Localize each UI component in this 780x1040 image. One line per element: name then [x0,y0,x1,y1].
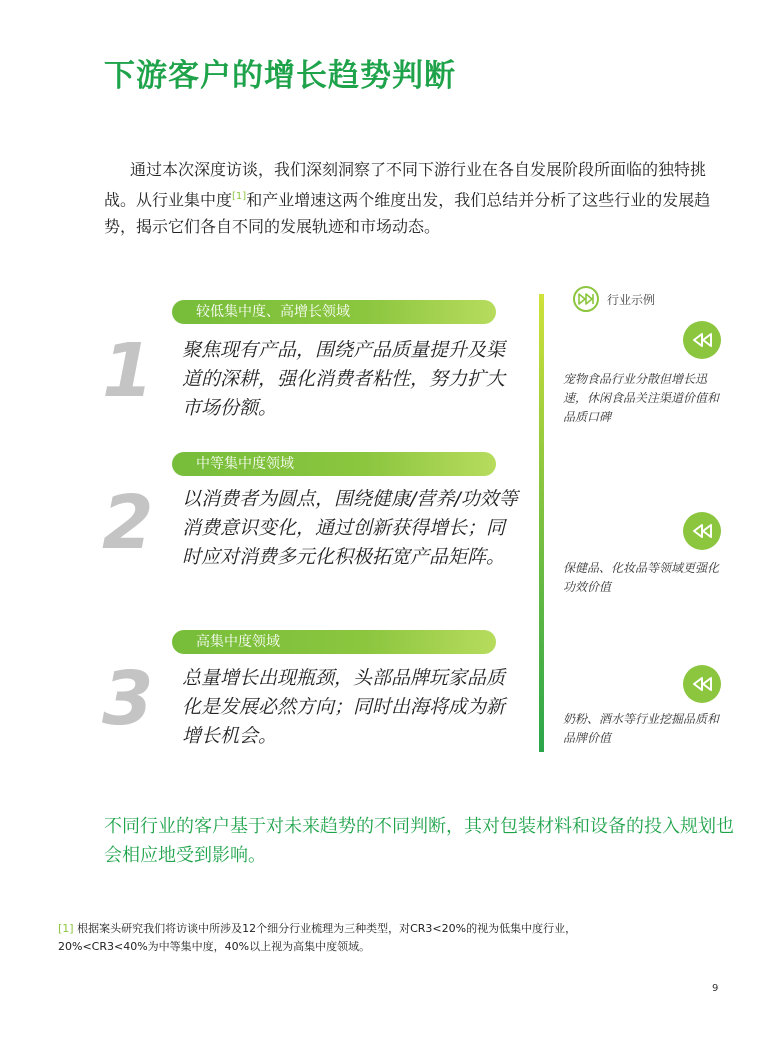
example-text-2: 保健品、化妆品等领域更强化功效价值 [563,561,720,594]
page-number: 9 [712,983,719,994]
conclusion-text: 不同行业的客户基于对未来趋势的不同判断，其对包装材料和设备的投入规划也会相应地受到影响。 [104,816,734,866]
zone-number-3: 3 [102,656,154,742]
page-title: 下游客户的增长趋势判断 [104,58,456,94]
rewind-icon [683,665,721,703]
zone-label-high-concentration: 高集中度领域 [172,630,496,654]
rewind-icon [683,321,721,359]
intro-text-part1: 通过本次深度访谈，我们深刻洞察了不同下游行业在各自发展阶段所面临的独特挑战。从行业集中度 [104,160,707,210]
example-text-1: 宠物食品行业分散但增长迅速，休闲食品关注渠道价值和品质口碑 [563,372,720,424]
zone-description-1: 聚焦现有产品，围绕产品质量提升及渠道的深耕，强化消费者粘性，努力扩大市场份额。 [182,339,506,419]
footnote-reference[interactable]: [1] [232,191,247,202]
footnote-text-line2: 20%<CR3<40%为中等集中度，40%以上视为高集中度领域。 [58,940,371,953]
zone-number-2: 2 [102,480,154,566]
intro-paragraph [104,156,719,240]
examples-heading-label: 行业示例 [607,292,656,307]
zone-label-low-concentration: 较低集中度、高增长领域 [172,300,496,324]
footnote-ref: [1] [58,922,74,935]
vertical-divider [539,294,544,752]
zone-number-1: 1 [102,328,154,414]
footnote [58,920,698,956]
intro-text-part2: 和产业增速这两个维度出发，我们总结并分析了这些行业的发展趋势，揭示它们各自不同的发展轨迹和市场动态。 [104,190,711,237]
zone-description-2: 以消费者为圆点，围绕健康/营养/功效等消费意识变化，通过创新获得增长；同时应对消费多元化积极拓宽产品矩阵。 [182,488,518,568]
fast-forward-icon [573,286,599,312]
examples-heading [573,286,655,312]
zone-description-3: 总量增长出现瓶颈，头部品牌玩家品质化是发展必然方向；同时出海将成为新增长机会。 [182,667,506,747]
footnote-text: 根据案头研究我们将访谈中所涉及12个细分行业梳理为三种类型，对CR3<20%的视为低集中度行业， [73,922,577,935]
example-text-3: 奶粉、酒水等行业挖掘品质和品牌价值 [563,712,720,745]
zone-label-medium-concentration: 中等集中度领域 [172,452,496,476]
rewind-icon [683,512,721,550]
